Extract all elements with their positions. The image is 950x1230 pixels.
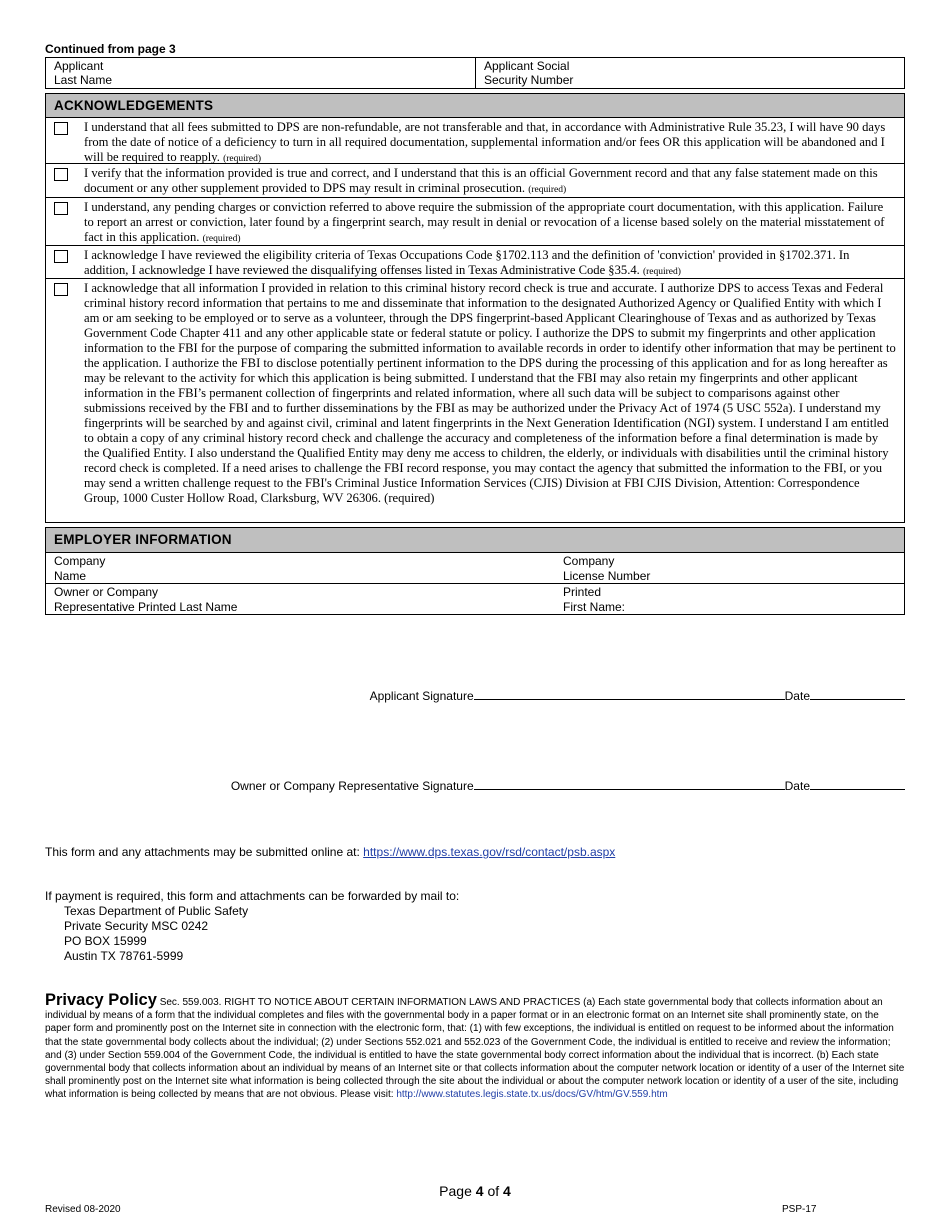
employer-section [45,527,905,615]
printed-first-name-label-1: Printed [563,585,602,599]
applicant-info-table [45,57,905,89]
applicant-signature-line [370,688,905,703]
ack-text-pending-charges: I understand, any pending charges or conviction referred to above require the submission of the appropriate court documentation, with this application. Failure to report an arrest or conviction, later found by a fingerprint search, may result in denial or revocation of a license based solely on the material misstatement of fact in this application. [84,200,885,244]
ack-text-criminal-history: I acknowledge that all information I provided in relation to this criminal history record check is true and accurate. I authorize DPS to access Texas and Federal criminal history record information that pertains to me and disseminate that information to the designated Authorized Agency or Qualified Entity with which I am or am seeking to be employed or to serve as a volunteer, through the DPS fingerprint-based Applicant Clearinghouse of Texas and as authorized by Texas Government Code Chapter 411 and any other applicable state or federal statute or policy. I authorize the DPS to submit my fingerprints and other application information to the FBI for the purpose of comparing the submitted information to available records in order to identify other information that may be pertinent to the application. I authorize the FBI to disclose potentially pertinent information to the DPS during the processing of this application and for as long hereafter as may be relevant to the activity for which this application is being submitted. I understand that the FBI may also retain my fingerprints and other applicant information in the FBI’s permanent collection of fingerprints and related information, where all such data will be subject to comparisons against other submissions received by the FBI and to further disseminations by the FBI as may be authorized under the Privacy Act of 1974 (5 USC 552a). I understand my fingerprints will be searched by and against civil, criminal and latent fingerprints in the Next Generation Identification (NGI) system. I understand I am entitled to obtain a copy of any criminal history record check and challenge the accuracy and completeness of the information before a final determination is made by the Qualified Entity. I also understand the Qualified Entity may deny me access to children, the elderly, or individuals with disabilities until the criminal history record check is completed. If a need arises to challenge the FBI record response, you may contact the agency that submitted the information to the FBI, or you may send a written challenge request to the FBI's Criminal Justice Information Services (CJIS) Division at FBI CJIS Division, Attention: Correspondence Group, 1000 Custer Hollow Road, Clarksburg, WV 26306. (required) [84,281,896,505]
ack-checkbox-pending-charges[interactable] [54,202,68,215]
owner-date-field[interactable] [810,778,905,790]
applicant-signature-label: Applicant Signature [369,689,474,703]
privacy-policy [45,991,905,1102]
ack-item-verify [46,164,904,198]
applicant-ssn-label-1: Applicant Social [484,59,570,73]
applicant-ssn-field[interactable] [476,58,581,88]
company-license-field[interactable] [555,553,904,583]
required-tag: (required) [202,234,241,244]
representative-last-name-field[interactable] [46,584,555,614]
form-id-label: PSP-17 [782,1204,817,1215]
ack-item-criminal-history [46,279,904,522]
revision-label: Revised 08-2020 [45,1204,121,1215]
mail-address-line-2: Private Security MSC 0242 [64,919,209,933]
company-name-field[interactable] [46,553,555,583]
mail-intro: If payment is required, this form and attachments can be forwarded by mail to: [45,889,460,903]
continued-label: Continued from page 3 [45,42,176,56]
ack-checkbox-verify[interactable] [54,168,68,181]
employer-title: EMPLOYER INFORMATION [46,528,904,552]
mail-address-line-1: Texas Department of Public Safety [64,904,249,918]
applicant-date-label: Date [784,689,810,703]
statutes-link[interactable]: http://www.statutes.legis.state.tx.us/docs/GV/htm/GV.559.htm [396,1089,668,1101]
ack-checkbox-eligibility[interactable] [54,250,68,263]
applicant-date-field[interactable] [810,688,905,700]
mail-instructions [45,889,459,964]
employer-row-company [46,552,904,583]
ack-text-verify: I verify that the information provided is true and correct, and I understand that this is an official Government record and that any false statement made on this document or any other supplement provided to DPS may result in criminal prosecution. [84,166,878,195]
printed-first-name-label-2: First Name: [563,599,626,614]
employer-row-representative [46,583,904,614]
representative-last-name-label-2: Representative Printed Last Name [54,599,238,614]
page-of: of [487,1183,500,1199]
ack-checkbox-fees[interactable] [54,122,68,135]
owner-signature-label: Owner or Company Representative Signature [230,779,474,793]
ack-text-fees: I understand that all fees submitted to DPS are non-refundable, are not transferable and that, in accordance with Administrative Rule 35.23, I will have 90 days from the date of notice of a deficiency to turn in all required documentation, supplemental information and/or fees OR this application will be abandoned and I will be required to reapply. [84,120,886,164]
printed-first-name-field[interactable] [555,584,904,614]
privacy-policy-title: Privacy Policy [45,991,157,1009]
applicant-last-name-label-1: Applicant [54,59,104,73]
required-tag: (required) [223,154,262,164]
online-submission-text: This form and any attachments may be submitted online at: [45,845,360,859]
applicant-signature-field[interactable] [474,688,785,700]
ack-item-eligibility [46,246,904,279]
company-license-label-2: License Number [563,568,651,583]
online-submission [45,845,615,859]
mail-address-line-3: PO BOX 15999 [64,934,147,948]
ack-text-eligibility: I acknowledge I have reviewed the eligibility criteria of Texas Occupations Code §1702.113 and the definition of 'conviction' provided in §1702.371. In addition, I acknowledge I have reviewed the disqualifying offenses listed in Texas Administrative Code §35.4. [84,248,850,277]
required-tag: (required) [642,267,681,277]
applicant-last-name-label-2: Last Name [54,73,113,87]
privacy-policy-text: Sec. 559.003. RIGHT TO NOTICE ABOUT CERTAIN INFORMATION LAWS AND PRACTICES (a) Each state governmental body that collects information about an individual by means of a form that the individual completes and files with the governmental body in a paper format or in an electronic format on an Internet site shall prominently state, on the paper form and prominently post on the Internet site in connection with the electronic form, that: (1) with few exceptions, the individual is entitled on request to be informed about the information that the state governmental body collects about the individual; (2) under Sections 552.021 and 552.023 of the Government Code, the individual is entitled to receive and review the information; and (3) under Section 559.004 of the Government Code, the individual is entitled to have the state governmental body correct information about the individual that is incorrect. (b) Each state governmental body that collects information about an individual by means of an Internet site or that collects information about the computer network location or identity of a user of the Internet site shall prominently post on the Internet site what information is being collected through the site about the individual or about the computer network location or identity of a user of the site, including what information is being collected by means that are not obvious. Please visit: [45,997,905,1101]
page-number [0,1183,950,1199]
ack-item-fees [46,118,904,164]
dps-submission-link[interactable]: https://www.dps.texas.gov/rsd/contact/psb.aspx [363,845,616,859]
ack-item-pending-charges [46,198,904,246]
applicant-last-name-field[interactable] [46,58,476,88]
owner-signature-line [231,778,905,793]
company-name-label-2: Name [54,568,87,583]
required-tag: (required) [528,185,567,195]
owner-signature-field[interactable] [474,778,785,790]
acknowledgements-section [45,93,905,523]
applicant-ssn-label-2: Security Number [484,73,574,87]
page-total: 4 [503,1183,511,1199]
mail-address-line-4: Austin TX 78761-5999 [64,949,184,963]
representative-last-name-label-1: Owner or Company [54,585,159,599]
acknowledgements-title: ACKNOWLEDGEMENTS [46,94,904,118]
page-prefix: Page [439,1183,472,1199]
ack-checkbox-criminal-history[interactable] [54,283,68,296]
page-current: 4 [475,1183,484,1199]
company-name-label-1: Company [54,554,106,568]
company-license-label-1: Company [563,554,615,568]
owner-date-label: Date [784,779,810,793]
